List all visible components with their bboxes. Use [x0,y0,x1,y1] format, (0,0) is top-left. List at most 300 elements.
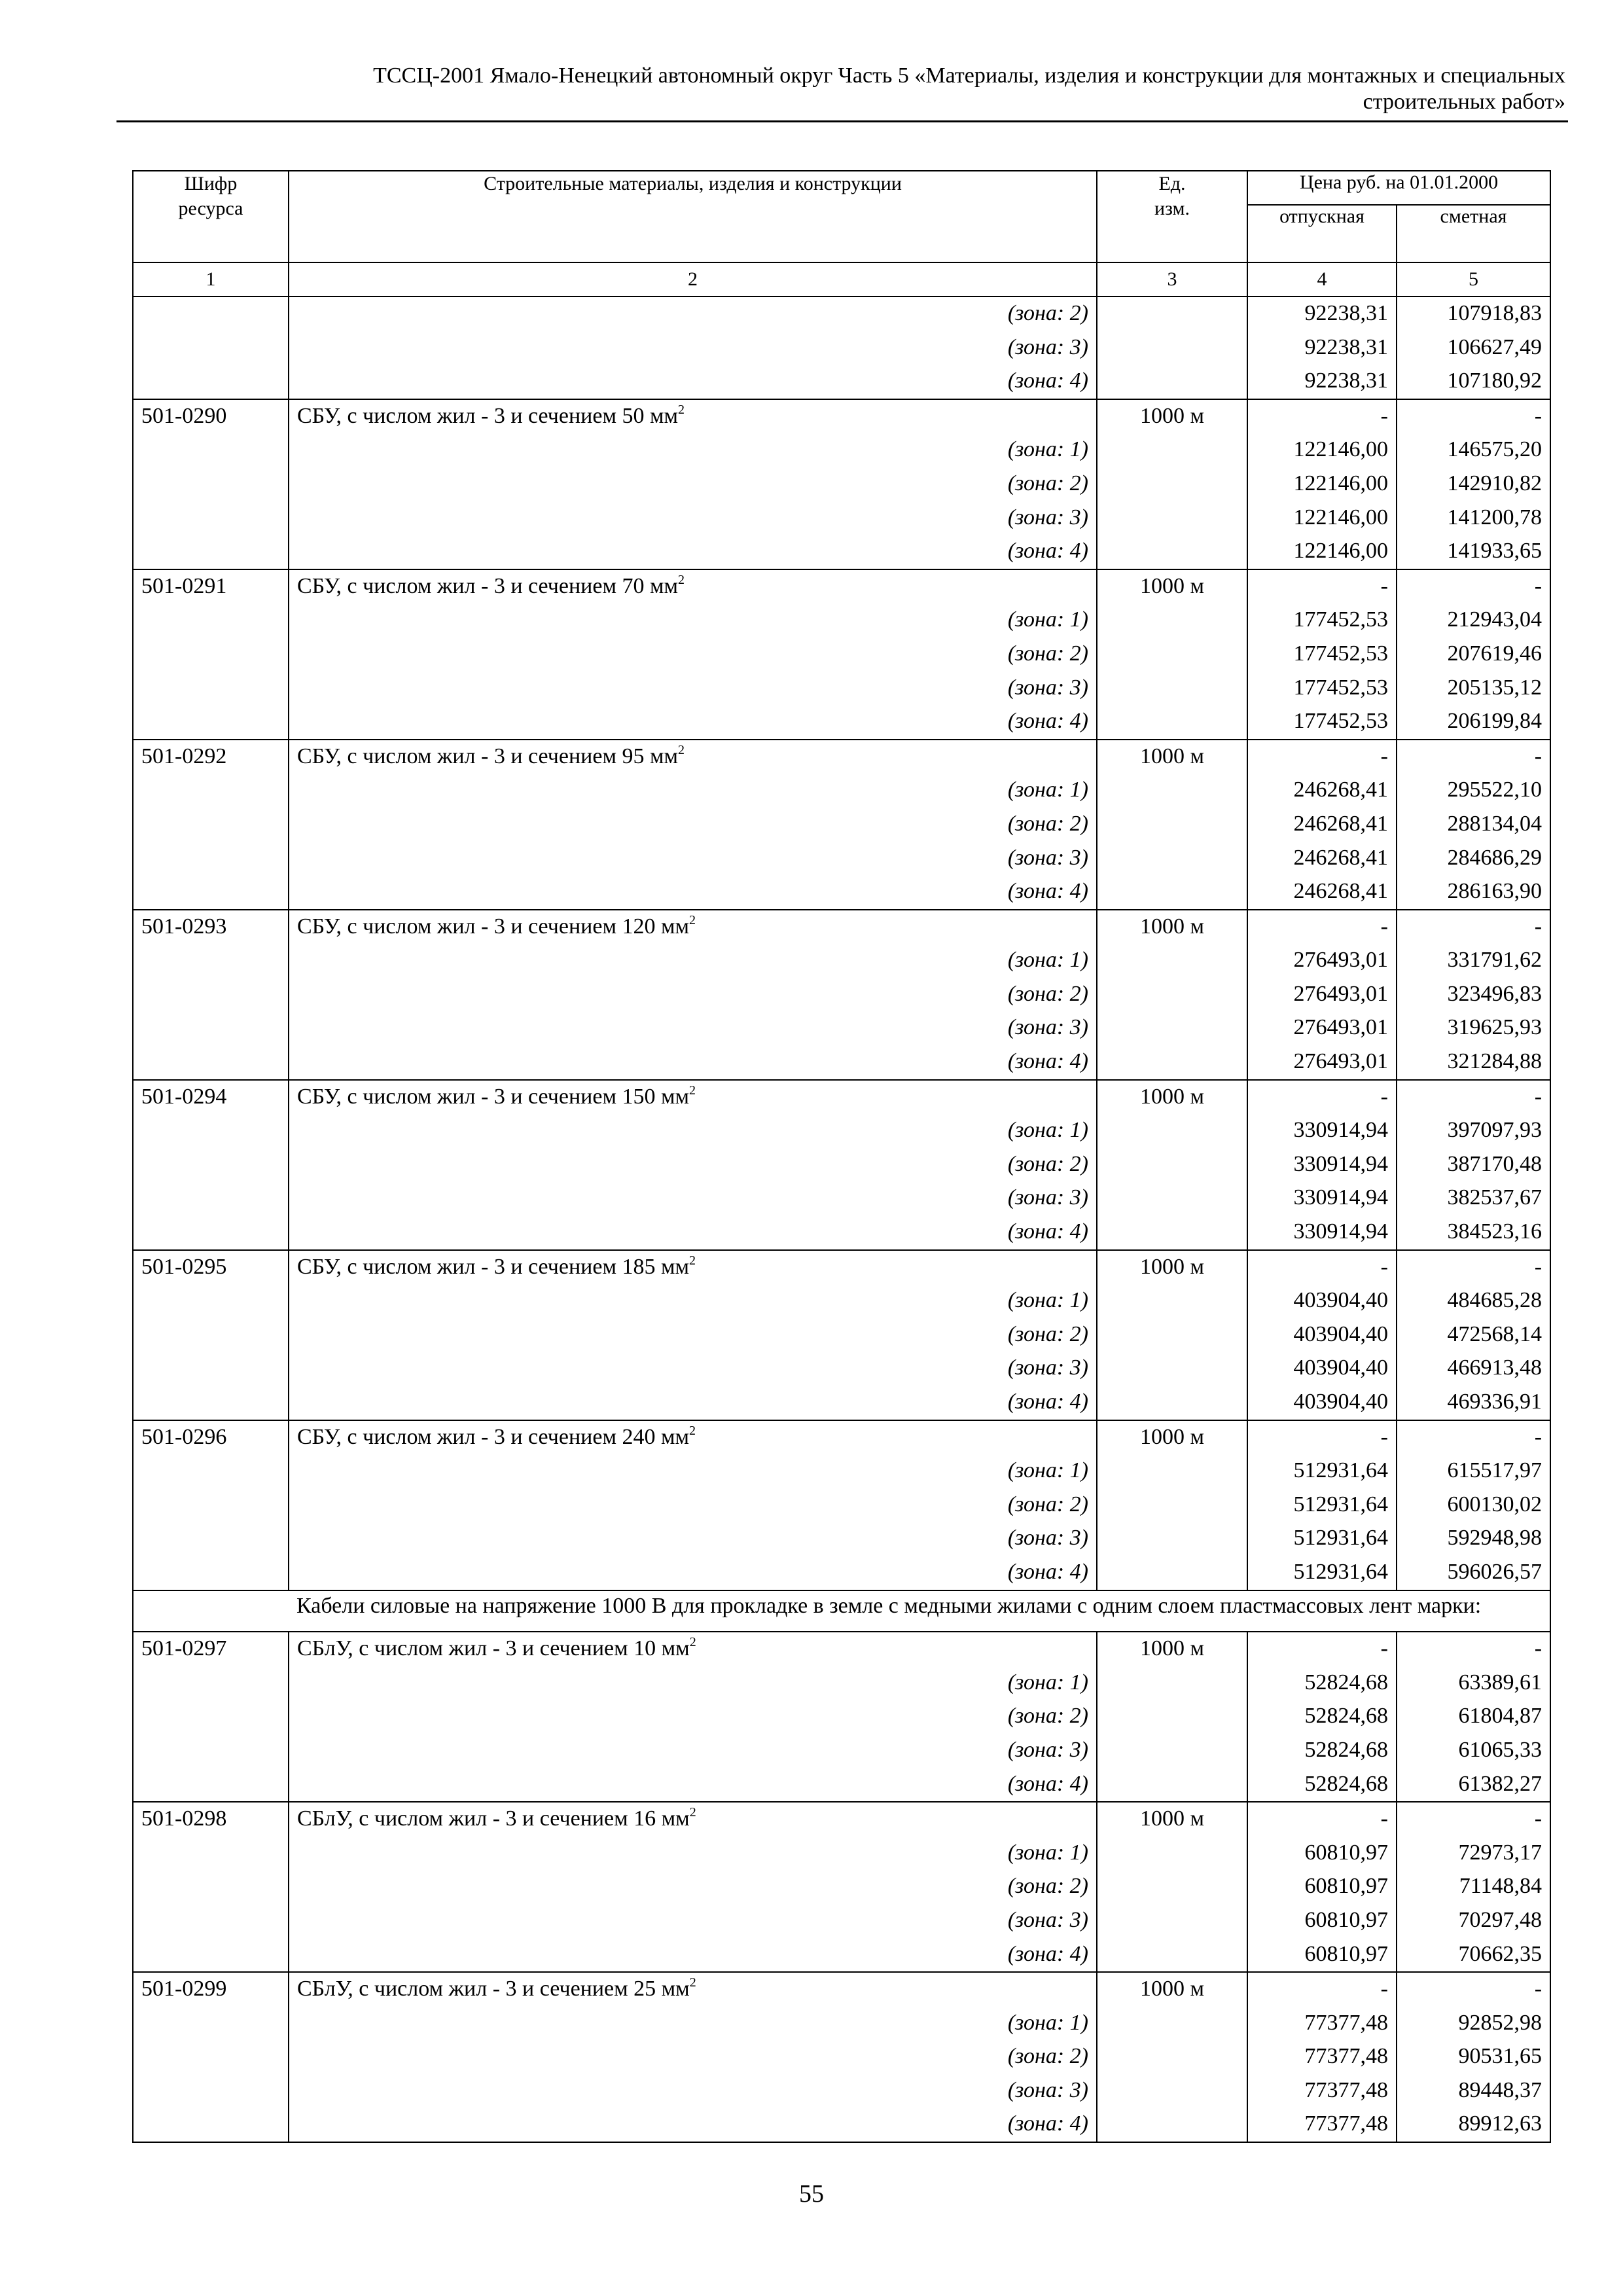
unit-superscript: 2 [689,1635,696,1650]
unit: 1000 м [1097,1802,1247,1837]
release-price: 246268,41 [1247,875,1397,910]
estimate-price: 89448,37 [1397,2074,1550,2108]
zone-row [133,1488,1550,1522]
header-unit-line-1: Ед. [1158,173,1186,194]
zone-label: (зона: 1) [289,1666,1097,1700]
zone-label: (зона: 2) [289,1148,1097,1182]
table-row [133,910,1550,944]
estimate-price: 142910,82 [1397,467,1550,501]
empty-cell [1097,1284,1247,1318]
zone-label: (зона: 2) [289,1700,1097,1734]
resource-code: 501-0290 [133,399,289,434]
zone-row [133,1215,1550,1250]
release-price: 60810,97 [1247,1870,1397,1904]
release-price: 177452,53 [1247,672,1397,706]
estimate-price: - [1397,1632,1550,1666]
estimate-price: 61382,27 [1397,1768,1550,1803]
empty-cell [133,944,289,978]
release-price: - [1247,740,1397,774]
release-price: 276493,01 [1247,944,1397,978]
release-price: 92238,31 [1247,365,1397,399]
empty-cell [1097,842,1247,876]
estimate-price: 387170,48 [1397,1148,1550,1182]
release-price: 246268,41 [1247,842,1397,876]
empty-cell [133,1837,289,1871]
zone-row [133,1454,1550,1488]
zone-label: (зона: 2) [289,467,1097,501]
empty-cell [1097,1768,1247,1803]
empty-cell [1097,705,1247,740]
zone-row [133,1938,1550,1973]
zone-label: (зона: 2) [289,1870,1097,1904]
material-name-text: СБлУ, с числом жил - 3 и сечением 16 мм [297,1806,690,1831]
empty-cell [133,705,289,740]
estimate-price: - [1397,1420,1550,1455]
zone-row [133,1045,1550,1080]
empty-cell [133,842,289,876]
estimate-price: 286163,90 [1397,875,1550,910]
empty-cell [1097,1666,1247,1700]
estimate-price: - [1397,1250,1550,1285]
zone-row [133,2108,1550,2142]
zone-label: (зона: 2) [289,978,1097,1012]
zone-label: (зона: 4) [289,1215,1097,1250]
estimate-price: 141200,78 [1397,501,1550,535]
empty-cell [133,1666,289,1700]
header-code-line-2: ресурса [178,198,243,219]
empty-cell [133,1590,289,1632]
header-price-release: отпускная [1247,205,1397,262]
material-name [289,1802,1097,1837]
material-name-text: СБУ, с числом жил - 3 и сечением 50 мм [297,403,678,428]
estimate-price: - [1397,740,1550,774]
zone-row [133,1318,1550,1352]
zone-label: (зона: 3) [289,1352,1097,1386]
zone-row [133,1734,1550,1768]
estimate-price: 288134,04 [1397,808,1550,842]
material-name-text: СБУ, с числом жил - 3 и сечением 240 мм [297,1424,689,1449]
estimate-price: - [1397,569,1550,604]
release-price: 403904,40 [1247,1352,1397,1386]
estimate-price: - [1397,1972,1550,2007]
empty-cell [133,875,289,910]
material-name [289,1080,1097,1115]
release-price: 77377,48 [1247,2074,1397,2108]
material-name-text: СБУ, с числом жил - 3 и сечением 150 мм [297,1084,689,1109]
estimate-price: 212943,04 [1397,603,1550,637]
estimate-price: 106627,49 [1397,331,1550,365]
empty-cell [133,1734,289,1768]
release-price: - [1247,569,1397,604]
release-price: 177452,53 [1247,637,1397,672]
zone-row [133,1870,1550,1904]
zone-label: (зона: 1) [289,1837,1097,1871]
zone-label: (зона: 3) [289,1181,1097,1215]
header-price: Цена руб. на 01.01.2000 [1247,171,1550,205]
empty-cell [133,978,289,1012]
release-price: 52824,68 [1247,1734,1397,1768]
empty-cell [133,1215,289,1250]
material-name [289,399,1097,434]
material-name-text: СБУ, с числом жил - 3 и сечением 70 мм [297,573,678,598]
resource-code: 501-0297 [133,1632,289,1666]
empty-cell [1097,433,1247,467]
page-header [118,63,1565,115]
estimate-price: 596026,57 [1397,1556,1550,1590]
empty-cell [1097,1454,1247,1488]
empty-cell [133,672,289,706]
header-unit-line-2: изм. [1154,198,1190,219]
empty-cell [133,2074,289,2108]
table-row [133,1420,1550,1455]
zone-row [133,501,1550,535]
header-line-2: строительных работ» [1363,90,1565,114]
zone-label: (зона: 3) [289,1904,1097,1938]
release-price: 512931,64 [1247,1454,1397,1488]
estimate-price: 397097,93 [1397,1114,1550,1148]
empty-cell [1097,637,1247,672]
zone-label: (зона: 4) [289,1768,1097,1803]
zone-row [133,1556,1550,1590]
release-price: 330914,94 [1247,1181,1397,1215]
zone-label: (зона: 3) [289,501,1097,535]
material-name-text: СБлУ, с числом жил - 3 и сечением 25 мм [297,1977,690,2001]
release-price: - [1247,1420,1397,1455]
zone-row [133,2074,1550,2108]
estimate-price: 382537,67 [1397,1181,1550,1215]
material-name-text: СБУ, с числом жил - 3 и сечением 120 мм [297,914,689,939]
table-body [133,296,1550,2142]
material-name [289,1250,1097,1285]
empty-cell [1097,2108,1247,2142]
release-price: 92238,31 [1247,296,1397,331]
empty-cell [133,1904,289,1938]
header-price-estimate: сметная [1397,205,1550,262]
empty-cell [1097,875,1247,910]
estimate-price: 469336,91 [1397,1386,1550,1420]
column-number: 1 [133,262,289,296]
column-number-row [133,262,1550,296]
zone-row [133,1114,1550,1148]
unit: 1000 м [1097,1632,1247,1666]
estimate-price: - [1397,1080,1550,1115]
zone-label: (зона: 1) [289,774,1097,808]
release-price: 77377,48 [1247,2007,1397,2041]
estimate-price: 90531,65 [1397,2040,1550,2074]
empty-cell [1097,1386,1247,1420]
empty-cell [1097,296,1247,331]
estimate-price: 323496,83 [1397,978,1550,1012]
zone-label: (зона: 4) [289,1938,1097,1973]
resource-code: 501-0296 [133,1420,289,1455]
estimate-price: 600130,02 [1397,1488,1550,1522]
release-price: 60810,97 [1247,1904,1397,1938]
estimate-price: 89912,63 [1397,2108,1550,2142]
empty-cell [1097,1904,1247,1938]
empty-cell [1097,535,1247,569]
empty-cell [133,2007,289,2041]
zone-label: (зона: 4) [289,2108,1097,2142]
material-name [289,1632,1097,1666]
zone-label: (зона: 1) [289,603,1097,637]
zone-label: (зона: 3) [289,2074,1097,2108]
zone-label: (зона: 1) [289,1114,1097,1148]
empty-cell [1097,1522,1247,1556]
resource-code: 501-0295 [133,1250,289,1285]
empty-cell [133,1454,289,1488]
zone-row [133,1284,1550,1318]
zone-label: (зона: 3) [289,1734,1097,1768]
unit-superscript: 2 [688,1423,696,1438]
empty-cell [133,603,289,637]
empty-cell [133,637,289,672]
empty-cell [133,1870,289,1904]
estimate-price: 61804,87 [1397,1700,1550,1734]
unit-superscript: 2 [688,1083,696,1098]
empty-cell [1097,1870,1247,1904]
empty-cell [133,1114,289,1148]
empty-cell [1097,1938,1247,1973]
unit-superscript: 2 [677,742,685,757]
empty-cell [133,1386,289,1420]
zone-row [133,1181,1550,1215]
zone-label: (зона: 4) [289,365,1097,399]
table-row [133,1802,1550,1837]
release-price: 512931,64 [1247,1488,1397,1522]
empty-cell [1097,1045,1247,1080]
empty-cell [1097,1148,1247,1182]
empty-cell [133,296,289,331]
zone-row [133,433,1550,467]
unit: 1000 м [1097,740,1247,774]
empty-cell [133,1181,289,1215]
empty-cell [1097,1181,1247,1215]
zone-label: (зона: 4) [289,1386,1097,1420]
empty-cell [1097,2007,1247,2041]
zone-row [133,875,1550,910]
release-price: 122146,00 [1247,535,1397,569]
estimate-price: 319625,93 [1397,1011,1550,1045]
estimate-price: 295522,10 [1397,774,1550,808]
estimate-price: 615517,97 [1397,1454,1550,1488]
header-code-line-1: Шифр [184,173,238,194]
estimate-price: 146575,20 [1397,433,1550,467]
material-name [289,910,1097,944]
empty-cell [133,808,289,842]
release-price: 60810,97 [1247,1938,1397,1973]
empty-cell [1097,1488,1247,1522]
estimate-price: 92852,98 [1397,2007,1550,2041]
estimate-price: - [1397,399,1550,434]
zone-row [133,365,1550,399]
zone-row [133,1700,1550,1734]
estimate-price: 472568,14 [1397,1318,1550,1352]
release-price: 330914,94 [1247,1215,1397,1250]
estimate-price: 141933,65 [1397,535,1550,569]
release-price: 177452,53 [1247,705,1397,740]
empty-cell [1097,1837,1247,1871]
estimate-price: 71148,84 [1397,1870,1550,1904]
zone-row [133,1768,1550,1803]
estimate-price: 331791,62 [1397,944,1550,978]
release-price: 177452,53 [1247,603,1397,637]
estimate-price: - [1397,910,1550,944]
material-name-text: СБУ, с числом жил - 3 и сечением 95 мм [297,744,678,768]
zone-row [133,535,1550,569]
empty-cell [1097,501,1247,535]
unit-superscript: 2 [677,402,685,417]
estimate-price: 70297,48 [1397,1904,1550,1938]
release-price: 77377,48 [1247,2040,1397,2074]
zone-row [133,978,1550,1012]
estimate-price: 384523,16 [1397,1215,1550,1250]
release-price: - [1247,1632,1397,1666]
unit: 1000 м [1097,910,1247,944]
material-name-text: СБлУ, с числом жил - 3 и сечением 10 мм [297,1636,690,1661]
estimate-price: 107180,92 [1397,365,1550,399]
empty-cell [133,331,289,365]
group-heading-row [133,1590,1550,1632]
empty-cell [133,1011,289,1045]
zone-row [133,808,1550,842]
material-name-text: СБУ, с числом жил - 3 и сечением 185 мм [297,1254,689,1279]
empty-cell [1097,2040,1247,2074]
empty-cell [1097,1215,1247,1250]
zone-label: (зона: 1) [289,944,1097,978]
empty-cell [133,1556,289,1590]
estimate-price: 284686,29 [1397,842,1550,876]
estimate-price: 207619,46 [1397,637,1550,672]
zone-row [133,672,1550,706]
zone-row [133,1522,1550,1556]
release-price: 330914,94 [1247,1114,1397,1148]
resource-code: 501-0292 [133,740,289,774]
unit-superscript: 2 [688,1253,696,1268]
empty-cell [133,2040,289,2074]
table-row [133,1250,1550,1285]
empty-cell [133,1148,289,1182]
zone-row [133,1352,1550,1386]
empty-cell [1097,944,1247,978]
zone-row [133,331,1550,365]
zone-row [133,1666,1550,1700]
unit: 1000 м [1097,1420,1247,1455]
material-name [289,569,1097,604]
resource-code: 501-0294 [133,1080,289,1115]
unit: 1000 м [1097,1080,1247,1115]
zone-row [133,705,1550,740]
release-price: 122146,00 [1247,467,1397,501]
unit: 1000 м [1097,569,1247,604]
estimate-price: - [1397,1802,1550,1837]
empty-cell [1097,1556,1247,1590]
empty-cell [1097,1352,1247,1386]
resource-code: 501-0291 [133,569,289,604]
table-row [133,399,1550,434]
page-number: 55 [799,2180,824,2208]
zone-label: (зона: 4) [289,875,1097,910]
unit-superscript: 2 [688,912,696,927]
empty-cell [1097,774,1247,808]
estimate-price: 206199,84 [1397,705,1550,740]
release-price: - [1247,1250,1397,1285]
zone-row [133,637,1550,672]
zone-label: (зона: 4) [289,1556,1097,1590]
empty-cell [133,774,289,808]
release-price: 77377,48 [1247,2108,1397,2142]
empty-cell [133,1522,289,1556]
zone-label: (зона: 1) [289,1454,1097,1488]
zone-row [133,467,1550,501]
zone-row [133,296,1550,331]
zone-label: (зона: 2) [289,637,1097,672]
release-price: 403904,40 [1247,1318,1397,1352]
resource-code: 501-0298 [133,1802,289,1837]
release-price: - [1247,1802,1397,1837]
material-name [289,1972,1097,2007]
release-price: 403904,40 [1247,1284,1397,1318]
empty-cell [133,433,289,467]
estimate-price: 72973,17 [1397,1837,1550,1871]
zone-row [133,2007,1550,2041]
release-price: - [1247,1972,1397,2007]
zone-label: (зона: 2) [289,1318,1097,1352]
release-price: 330914,94 [1247,1148,1397,1182]
table-row [133,569,1550,604]
release-price: 246268,41 [1247,808,1397,842]
zone-row [133,603,1550,637]
zone-row [133,1837,1550,1871]
empty-cell [1097,978,1247,1012]
zone-label: (зона: 1) [289,433,1097,467]
zone-label: (зона: 4) [289,1045,1097,1080]
unit-superscript: 2 [677,572,685,587]
header-name: Строительные материалы, изделия и конструкции [289,171,1097,262]
empty-cell [1097,1318,1247,1352]
empty-cell [1097,603,1247,637]
release-price: 246268,41 [1247,774,1397,808]
column-number: 5 [1397,262,1550,296]
release-price: 122146,00 [1247,501,1397,535]
column-number: 3 [1097,262,1247,296]
empty-cell [1097,1011,1247,1045]
release-price: 52824,68 [1247,1768,1397,1803]
estimate-price: 321284,88 [1397,1045,1550,1080]
material-name [289,740,1097,774]
estimate-price: 484685,28 [1397,1284,1550,1318]
release-price: 60810,97 [1247,1837,1397,1871]
empty-cell [1097,365,1247,399]
empty-cell [133,1045,289,1080]
release-price: - [1247,1080,1397,1115]
empty-cell [133,1318,289,1352]
empty-cell [133,1284,289,1318]
unit-superscript: 2 [689,1805,696,1820]
header-unit [1097,171,1247,262]
table-row [133,1972,1550,2007]
empty-cell [133,1700,289,1734]
unit: 1000 м [1097,1250,1247,1285]
zone-label: (зона: 3) [289,1522,1097,1556]
release-price: 403904,40 [1247,1386,1397,1420]
zone-label: (зона: 1) [289,1284,1097,1318]
resource-code: 501-0299 [133,1972,289,2007]
zone-label: (зона: 1) [289,2007,1097,2041]
empty-cell [1097,672,1247,706]
empty-cell [133,2108,289,2142]
estimate-price: 205135,12 [1397,672,1550,706]
release-price: 92238,31 [1247,331,1397,365]
